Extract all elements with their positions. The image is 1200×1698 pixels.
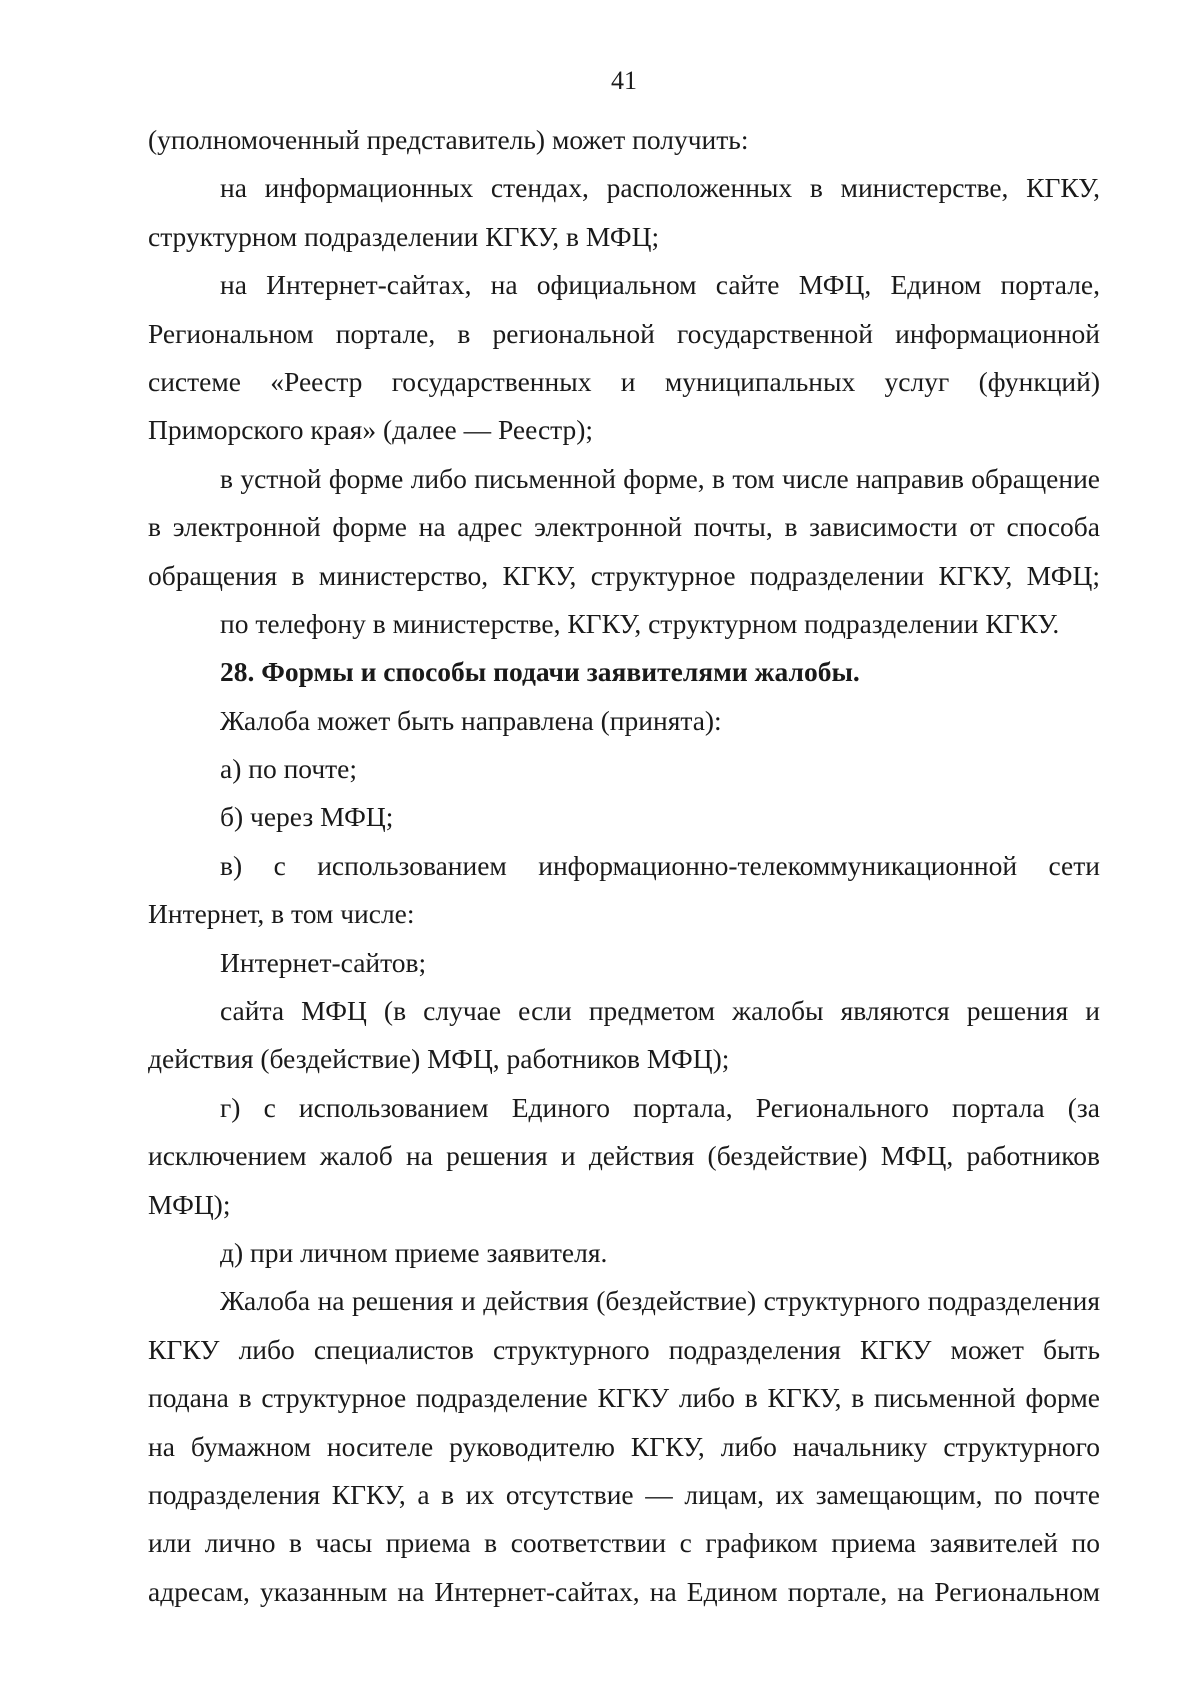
- document-body: [148, 116, 1100, 1616]
- text-line: по телефону в министерстве, КГКУ, структурном подразделении КГКУ.: [220, 607, 1060, 639]
- text-line: Приморского края» (далее — Реестр);: [148, 414, 594, 446]
- text-line: структурном подразделении КГКУ, в МФЦ;: [148, 220, 660, 252]
- page-number: 41: [611, 66, 637, 95]
- text-line: подана в структурное подразделение КГКУ либо в КГКУ, в письменной форме: [148, 1382, 1100, 1414]
- text-line: МФЦ);: [148, 1188, 231, 1220]
- text-line: на Интернет-сайтах, на официальном сайте МФЦ, Едином портале,: [220, 269, 1100, 301]
- text-line: д) при личном приеме заявителя.: [220, 1236, 608, 1268]
- text-line: на информационных стендах, расположенных в министерстве, КГКУ,: [220, 172, 1100, 204]
- text-line: на бумажном носителе руководителю КГКУ, либо начальнику структурного: [148, 1430, 1100, 1462]
- text-line: подразделения КГКУ, а в их отсутствие — лицам, их замещающим, по почте: [148, 1478, 1100, 1510]
- text-line: в электронной форме на адрес электронной почты, в зависимости от способа: [148, 511, 1100, 543]
- text-line: или лично в часы приема в соответствии с графиком приема заявителей по: [148, 1527, 1100, 1559]
- text-line: Жалоба может быть направлена (принята):: [220, 704, 722, 736]
- text-line: адресам, указанным на Интернет-сайтах, на Едином портале, на Региональном: [148, 1575, 1100, 1607]
- text-line: а) по почте;: [220, 753, 358, 785]
- text-line: Жалоба на решения и действия (бездействие) структурного подразделения: [220, 1285, 1100, 1317]
- text-line: системе «Реестр государственных и муниципальных услуг (функций): [148, 365, 1100, 397]
- text-line: КГКУ либо специалистов структурного подразделения КГКУ может быть: [148, 1333, 1100, 1365]
- text-line: обращения в министерство, КГКУ, структурное подразделении КГКУ, МФЦ;: [148, 559, 1100, 591]
- text-line: (уполномоченный представитель) может получить:: [148, 124, 749, 155]
- text-line: сайта МФЦ (в случае если предметом жалобы являются решения и: [220, 995, 1100, 1027]
- text-line: в устной форме либо письменной форме, в том числе направив обращение: [220, 462, 1100, 494]
- text-line: Интернет-сайтов;: [220, 946, 427, 978]
- section-heading: 28. Формы и способы подачи заявителями жалобы.: [220, 656, 860, 688]
- text-line: исключением жалоб на решения и действия (бездействие) МФЦ, работников: [148, 1140, 1100, 1172]
- text-line: г) с использованием Единого портала, Регионального портала (за: [220, 1091, 1100, 1123]
- text-line: б) через МФЦ;: [220, 801, 394, 833]
- text-line: Интернет, в том числе:: [148, 898, 415, 930]
- text-line: действия (бездействие) МФЦ, работников МФЦ);: [148, 1043, 730, 1075]
- text-line: в) с использованием информационно-телекоммуникационной сети: [220, 849, 1100, 881]
- text-line: Региональном портале, в региональной государственной информационной: [148, 317, 1100, 349]
